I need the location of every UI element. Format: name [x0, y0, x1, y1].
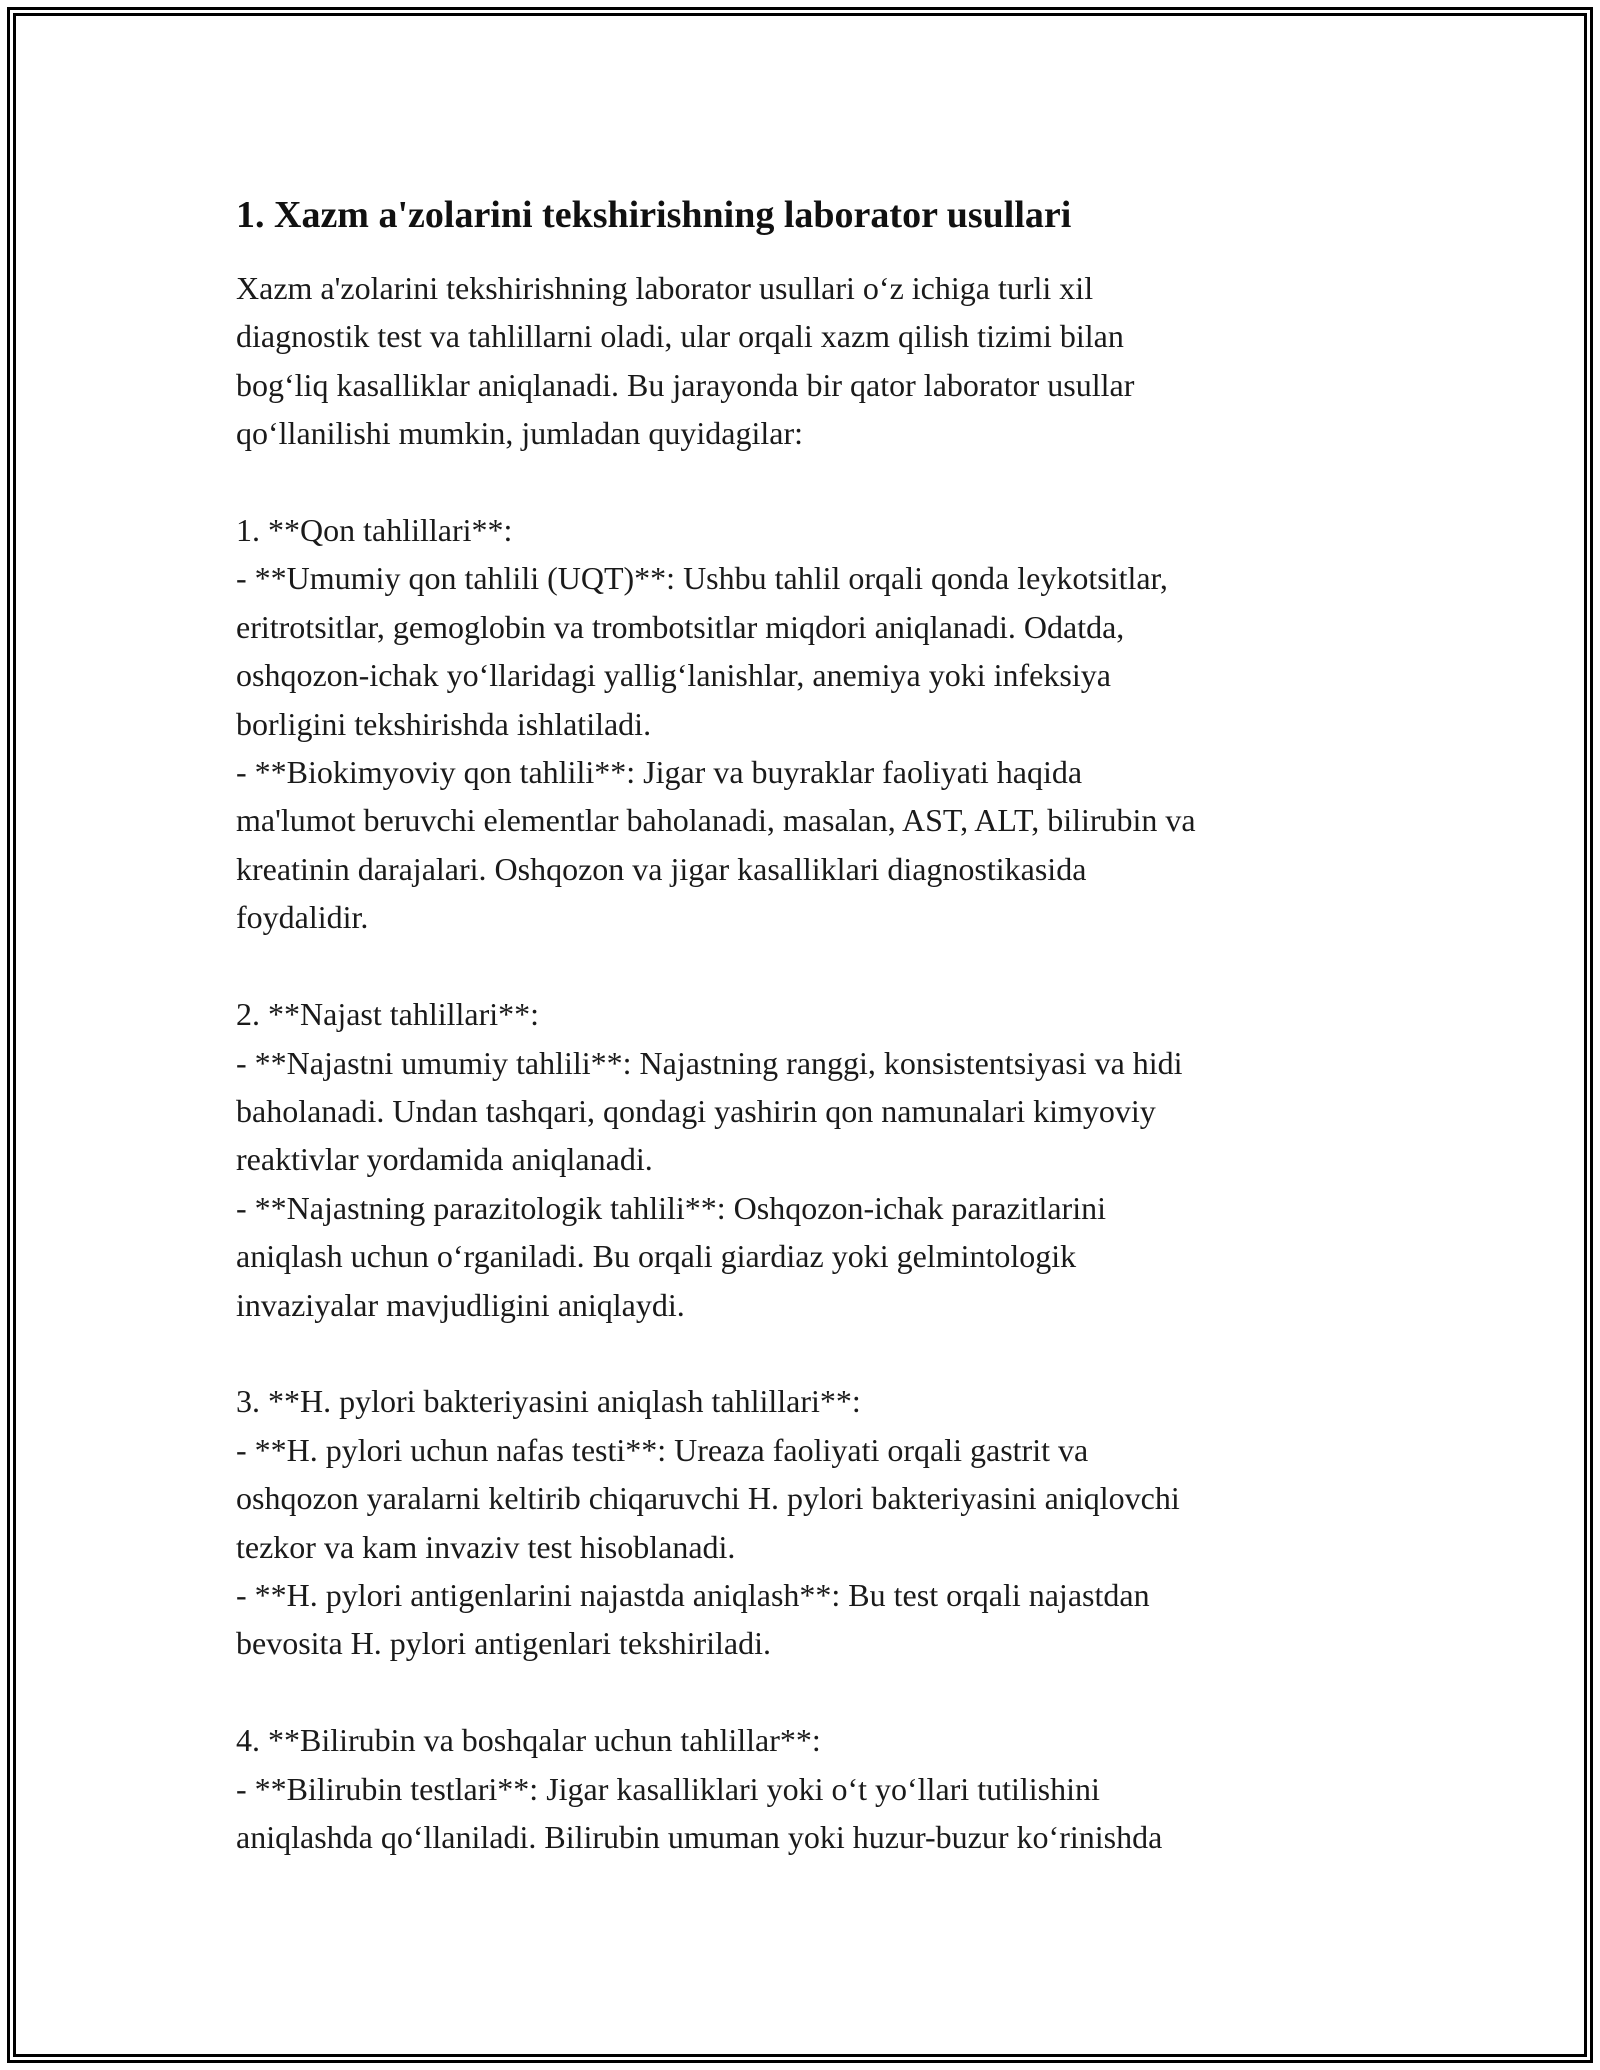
- document-page: [236, 186, 1416, 1861]
- document-body: Xazm a'zolarini tekshirishning laborator usullari o‘z ichiga turli xil diagnostik test va tahlillarni oladi, ular orqali xazm qilish tizimi bilan bog‘liq kasalliklar aniqlanadi. Bu jarayonda bir qator laborator usullar qo‘llanilishi mumkin, jumladan quyidagilar: 1. **Qon tahlillari**: - **Umumiy qon tahlili (UQT)**: Ushbu tahlil orqali qonda leykotsitlar, eritrotsitlar, gemoglobin va trombotsitlar miqdori aniqlanadi. Odatda, oshqozon-ichak yo‘llaridagi yallig‘lanishlar, anemiya yoki infeksiya borligini tekshirishda ishlatiladi. - **Biokimyoviy qon tahlili**: Jigar va buyraklar faoliyati haqida ma'lumot beruvchi elementlar baholanadi, masalan, AST, ALT, bilirubin va kreatinin darajalari. Oshqozon va jigar kasalliklari diagnostikasida foydalidir. 2. **Najast tahlillari**: - **Najastni umumiy tahlili**: Najastning ranggi, konsistentsiyasi va hidi baholanadi. Undan tashqari, qondagi yashirin qon namunalari kimyoviy reaktivlar yordamida aniqlanadi. - **Najastning parazitologik tahlili**: Oshqozon-ichak parazitlarini aniqlash uchun o‘rganiladi. Bu orqali giardiaz yoki gelmintologik invaziyalar mavjudligini aniqlaydi. 3. **H. pylori bakteriyasini aniqlash tahlillari**: - **H. pylori uchun nafas testi**: Ureaza faoliyati orqali gastrit va oshqozon yaralarni keltirib chiqaruvchi H. pylori bakteriyasini aniqlovchi tezkor va kam invaziv test hisoblanadi. - **H. pylori antigenlarini najastda aniqlash**: Bu test orqali najastdan bevosita H. pylori antigenlari tekshiriladi. 4. **Bilirubin va boshqalar uchun tahlillar**: - **Bilirubin testlari**: Jigar kasalliklari yoki o‘t yo‘llari tutilishini aniqlashda qo‘llaniladi. Bilirubin umuman yoki huzur-buzur ko‘rinishda: [236, 270, 1196, 1855]
- document-title: 1. Xazm a'zolarini tekshirishning laborator usullari: [236, 194, 1072, 236]
